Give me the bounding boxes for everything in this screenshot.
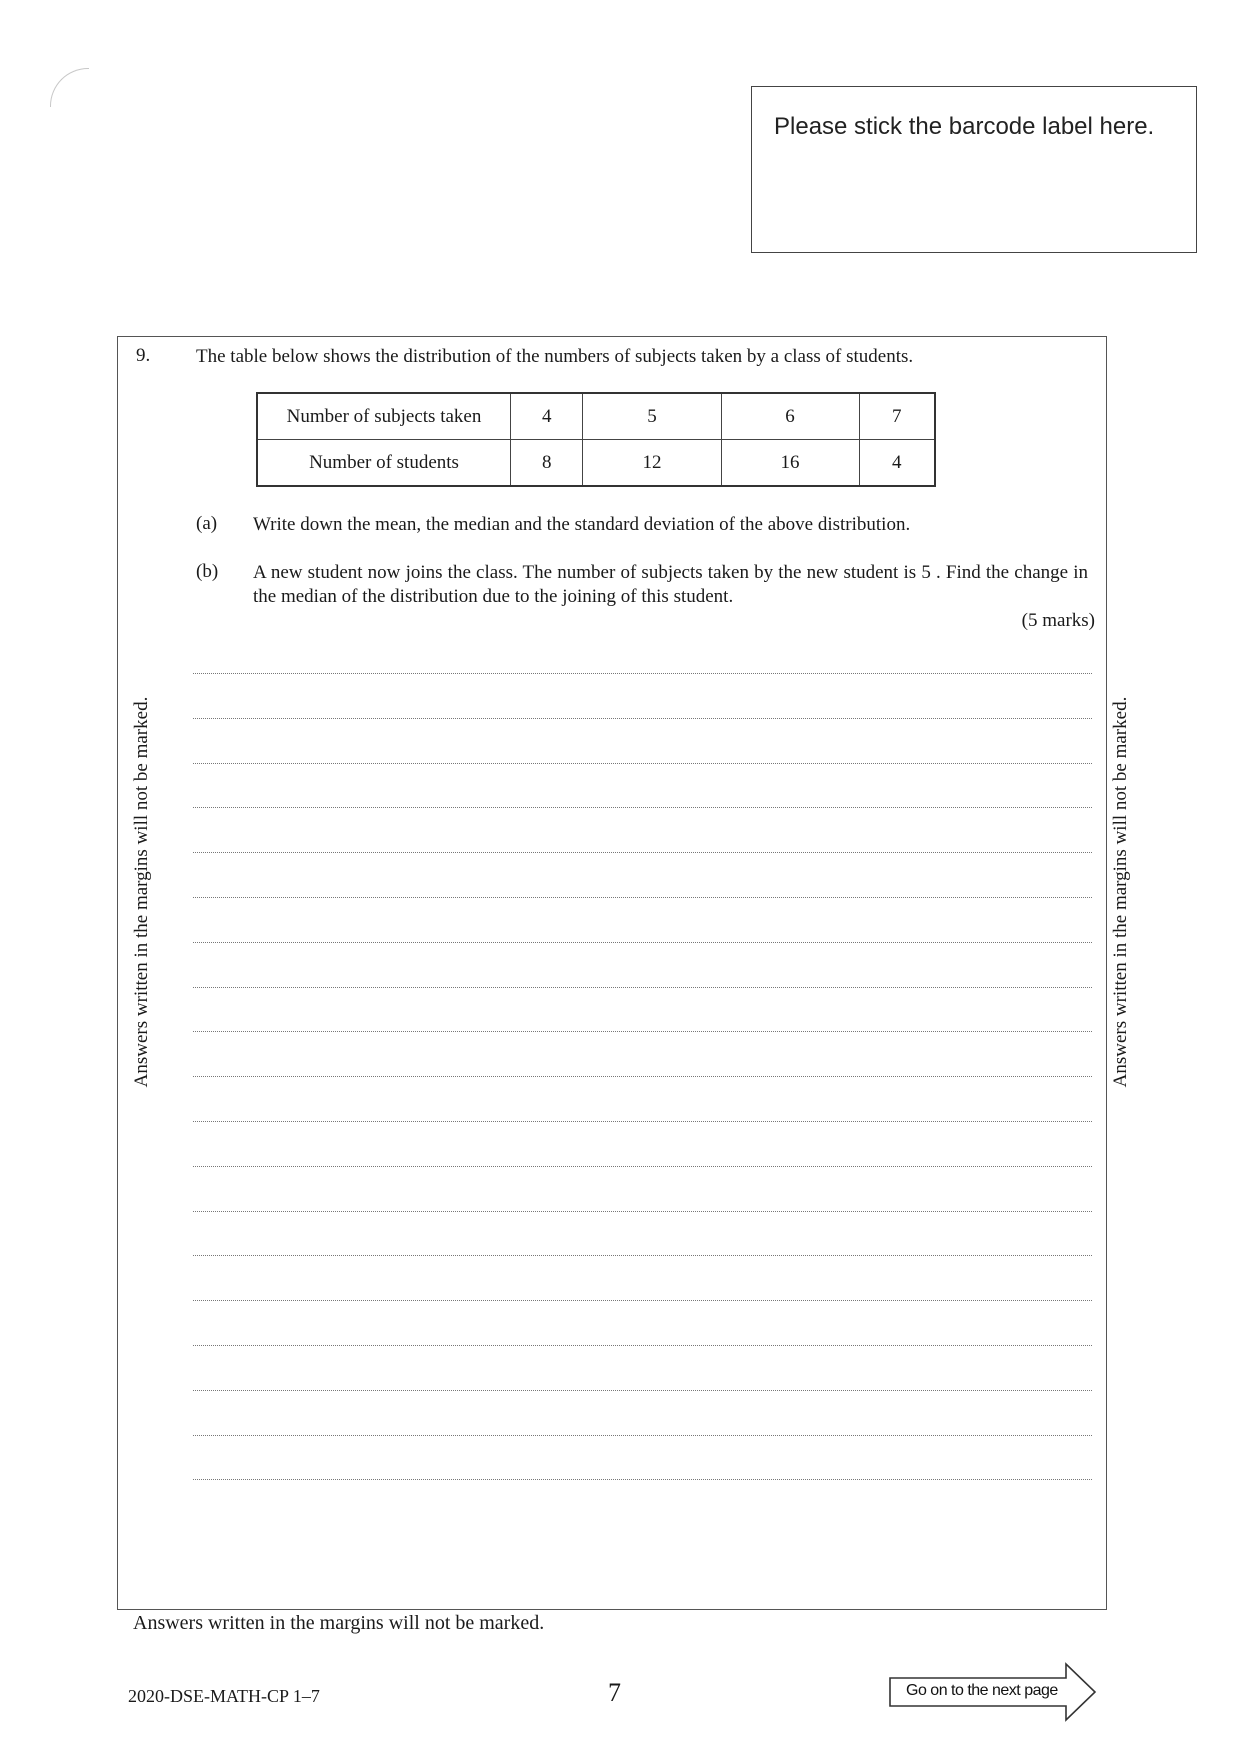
table-cell: 5 <box>583 393 721 440</box>
answer-line <box>193 1121 1092 1122</box>
answer-line <box>193 1345 1092 1346</box>
answer-line <box>193 1435 1092 1436</box>
answer-line <box>193 718 1092 719</box>
answer-line <box>193 1031 1092 1032</box>
answer-line <box>193 1479 1092 1480</box>
table-cell: 4 <box>511 393 583 440</box>
next-page-label: Go on to the next page <box>906 1682 1058 1699</box>
answer-line <box>193 942 1092 943</box>
barcode-label-box <box>751 86 1197 253</box>
answer-line <box>193 1076 1092 1077</box>
paper-code: 2020-DSE-MATH-CP 1–7 <box>128 1686 320 1706</box>
table-cell: 8 <box>511 440 583 487</box>
table-row-header: Number of students <box>257 440 511 487</box>
answer-line <box>193 852 1092 853</box>
marks-allocation: (5 marks) <box>1021 610 1095 631</box>
distribution-table <box>256 392 936 487</box>
part-b-label: (b) <box>196 561 219 582</box>
answer-line <box>193 1255 1092 1256</box>
question-stem: The table below shows the distribution of the numbers of subjects taken by a class of students. <box>196 346 914 367</box>
question-number: 9. <box>136 345 151 366</box>
table-cell: 6 <box>721 393 859 440</box>
part-b-text: A new student now joins the class. The number of subjects taken by the new student is 5 . Find the change in the median of the distribution due to the joining of this student. <box>253 562 1088 607</box>
answer-line <box>193 1390 1092 1391</box>
table-row-header: Number of subjects taken <box>257 393 511 440</box>
right-margin-notice: Answers written in the margins will not be marked. <box>1110 696 1131 1088</box>
answer-line <box>193 807 1092 808</box>
bottom-margin-notice: Answers written in the margins will not be marked. <box>133 1612 545 1634</box>
answer-line <box>193 763 1092 764</box>
table-row <box>257 393 935 440</box>
table-row <box>257 440 935 487</box>
answer-line <box>193 897 1092 898</box>
question-answer-box <box>117 336 1107 1610</box>
answer-line <box>193 987 1092 988</box>
answer-line <box>193 673 1092 674</box>
part-a-text: Write down the mean, the median and the standard deviation of the above distribution. <box>253 514 911 535</box>
answer-line <box>193 1166 1092 1167</box>
corner-scan-mark <box>50 68 89 107</box>
page-number: 7 <box>608 1678 621 1707</box>
table-cell: 7 <box>859 393 935 440</box>
answer-line <box>193 1300 1092 1301</box>
table-cell: 16 <box>721 440 859 487</box>
barcode-instruction: Please stick the barcode label here. <box>774 113 1155 140</box>
next-page-indicator <box>888 1662 1098 1722</box>
table-cell: 12 <box>583 440 721 487</box>
left-margin-notice: Answers written in the margins will not be marked. <box>131 696 152 1088</box>
answer-line <box>193 1211 1092 1212</box>
table-cell: 4 <box>859 440 935 487</box>
part-a-label: (a) <box>196 513 218 534</box>
